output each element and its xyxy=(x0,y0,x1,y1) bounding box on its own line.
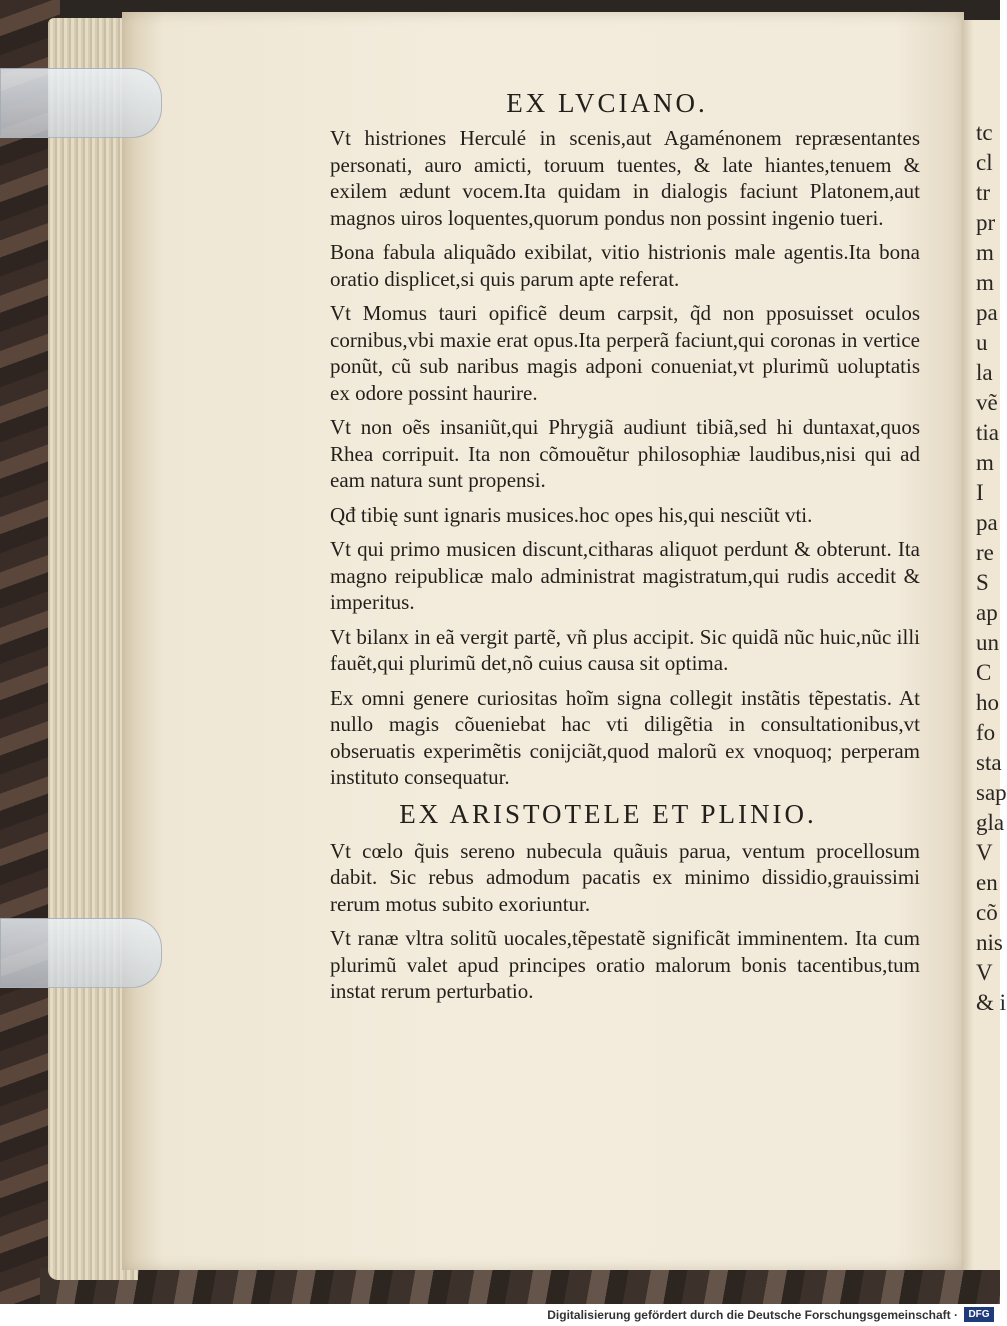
facing-page-fragment: sta xyxy=(976,750,1002,775)
facing-page-fragment: tia xyxy=(976,420,999,445)
paragraph: Vt bilanx in eã vergit partẽ, vñ plus accipit. Sic quidã nũc huic,nũc illi fauẽt,qui plurimũ det,nõ cuius causa sit optima. xyxy=(330,624,920,675)
facing-page-fragment: vẽ xyxy=(976,390,998,415)
facing-page-fragment: I xyxy=(976,480,984,505)
facing-page-edge xyxy=(962,20,1007,1270)
section-heading-luciano: EX LVCIANO. xyxy=(506,88,708,118)
facing-page-fragment: pr xyxy=(976,210,996,235)
facing-page-fragment: gla xyxy=(976,810,1005,835)
page-text-block xyxy=(330,88,920,1013)
facing-page-fragment: ho xyxy=(976,690,999,715)
facing-page-fragment: V xyxy=(976,960,993,985)
facing-page-fragment: tc xyxy=(976,120,993,145)
paragraph-group-luciano xyxy=(330,125,920,791)
paragraph: Vt ranæ vltra solitũ uocales,tẽpestatẽ significãt imminentem. Ita cum plurimũ valet apud principes oratio malorum bonis tacentibus,tum instat rerum perturbatio. xyxy=(330,926,920,1003)
facing-page-fragment: pa xyxy=(976,300,998,325)
facing-page-fragment: nis xyxy=(976,930,1003,955)
facing-page-fragment: sap xyxy=(976,780,1007,805)
funding-credit: Digitalisierung gefördert durch die Deutsche Forschungsgemeinschaft · xyxy=(547,1308,958,1322)
paragraph: Vt Momus tauri opificẽ deum carpsit, q̃d non pposuisset oculos cornibus,vbi maxie erat opus.Ita perperã faciunt,qui coronas in vertice ponũt, cũ sub naribus magis adponi conueniat,vt plurimũ uoluptatis ex odore possint haurire. xyxy=(330,301,920,405)
facing-page-fragment: m xyxy=(976,270,994,295)
paragraph: Ex omni genere curiositas hoĩm signa collegit instãtis tẽpestatis. At nullo magis cõueniebat hac vti diligẽtia in consultationibus,vt obseruatis experimẽtis conijciãt,quod malorũ ex vnoquoq; perperam instituto consequatur. xyxy=(330,685,920,789)
facing-page-fragment: fo xyxy=(976,720,996,745)
paragraph: Vt qui primo musicen discunt,citharas aliquot perdunt & obterunt. Ita magno reipublicæ malo administrat magistratum,qui rudis accedit & imperitus. xyxy=(330,537,920,614)
facing-page-fragment: la xyxy=(976,360,993,385)
paragraph: Qđ tibię sunt ignaris musices.hoc opes his,qui nesciũt vti. xyxy=(330,502,813,527)
page-clamp-top xyxy=(0,68,162,138)
facing-page-fragment: & i xyxy=(976,990,1007,1015)
section-heading-aristotele: EX ARISTOTELE ET PLINIO. xyxy=(399,798,817,829)
paragraph: Vt histriones Herculé in scenis,aut Agaménonem repræsentantes personati, auro amicti, toruum tuentes, & late hiantes,tenuem & exilem ædunt vocem.Ita quidam in dialogis faciunt Platonem,aut magnos uiros loquentes,quorum pondus non possint ingenio tueri. xyxy=(330,126,920,230)
facing-page-fragment: C xyxy=(976,660,992,685)
facing-page-fragment: re xyxy=(976,540,994,565)
facing-page-fragment: m xyxy=(976,450,994,475)
facing-page-fragment: pa xyxy=(976,510,998,535)
facing-page-fragment: cl xyxy=(976,150,993,175)
facing-page-fragment: ap xyxy=(976,600,998,625)
book-cover-edge xyxy=(40,1268,1000,1304)
facing-page-fragment: cõ xyxy=(976,900,998,925)
facing-page-fragment: tr xyxy=(976,180,991,205)
paragraph-group-aristotele xyxy=(330,838,920,1005)
facing-page-fragment: en xyxy=(976,870,998,895)
facing-page-fragment: un xyxy=(976,630,999,655)
facing-page-fragment: m xyxy=(976,240,994,265)
dfg-logo: DFG xyxy=(964,1307,994,1322)
facing-page-fragment: u xyxy=(976,330,988,355)
paragraph: Bona fabula aliquãdo exibilat, vitio histrionis male agentis.Ita bona oratio displicet,si quis parum apte referat. xyxy=(330,240,920,291)
digitization-footer xyxy=(0,1304,1000,1326)
facing-page-fragment: S xyxy=(976,570,989,595)
facing-page-fragment: V xyxy=(976,840,993,865)
paragraph: Vt non oẽs insaniũt,qui Phrygiã audiunt tibiã,sed hi duntaxat,quos Rhea corripuit. Ita non cõmouẽtur philosophiæ laudibus,nisi qui ad eam natura sunt propensi. xyxy=(330,415,920,492)
paragraph: Vt cœlo q̃uis sereno nubecula quãuis parua, ventum procellosum dabit. Sic rebus admodum pacatis ex minimo dissidio,grauissimi rerum motus subito exoriuntur. xyxy=(330,838,920,916)
page-clamp-bottom xyxy=(0,918,162,988)
